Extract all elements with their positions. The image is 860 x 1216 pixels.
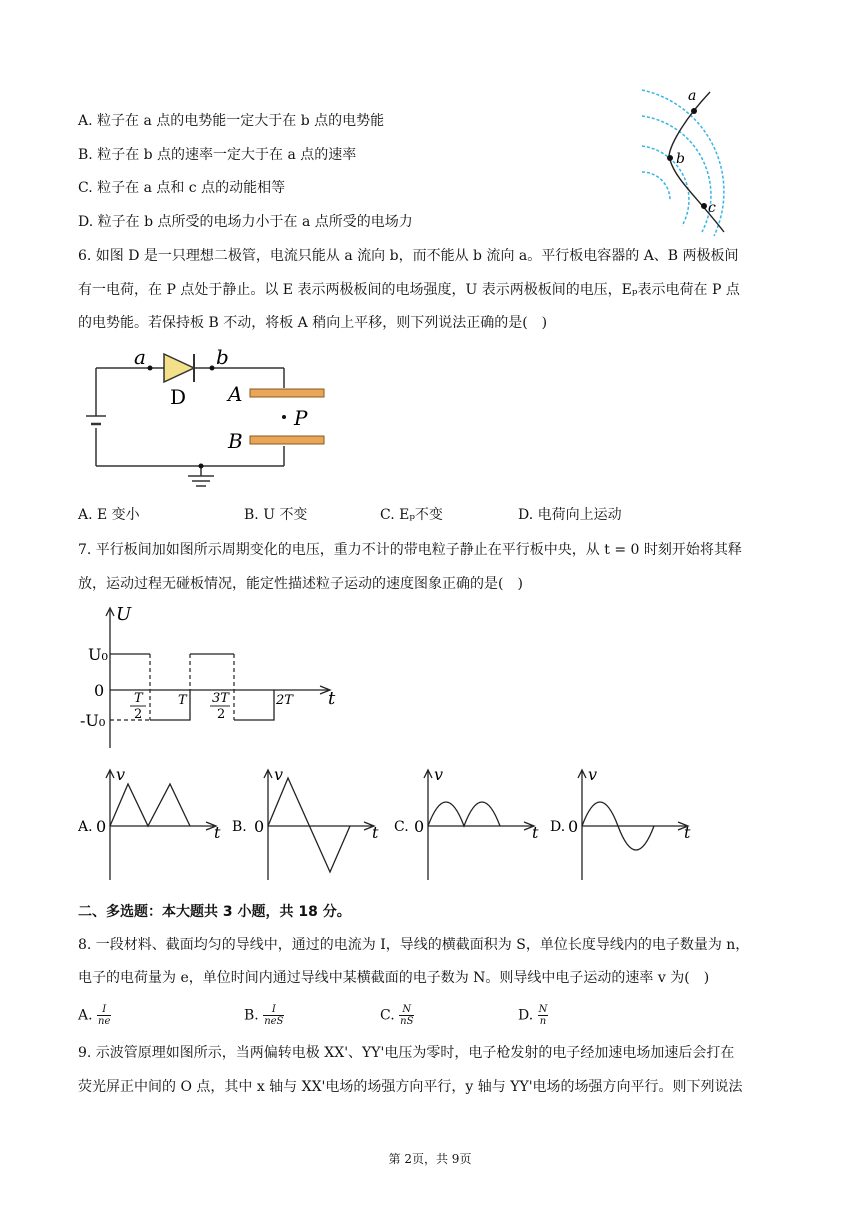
axis-u-label: U: [116, 604, 132, 625]
q6-option-a: A. E 变小: [78, 507, 140, 523]
q6-option-b: B. U 不变: [244, 507, 308, 523]
svg-text:v: v: [588, 765, 598, 784]
q8-line-2: 电子的电荷量为 e，单位时间内通过导线中某横截面的电子数为 N。则导线中电子运动的速率 v 为( ): [78, 970, 710, 986]
label-plate-b: B: [228, 429, 243, 453]
q6-line-2: 有一电荷，在 P 点处于静止。以 E 表示两极板间的电场强度，U 表示两极板间的电压，Eₚ表示电荷在 P 点: [78, 282, 740, 298]
label-a: a: [134, 345, 146, 369]
q7-option-a-graph: [78, 764, 228, 884]
zero-label: 0: [94, 681, 105, 700]
svg-text:v: v: [116, 765, 126, 784]
point-c: [701, 203, 707, 209]
svg-text:2: 2: [217, 707, 226, 722]
label-p: P: [294, 406, 308, 430]
svg-text:t: t: [372, 823, 379, 842]
q8-option-a: A. $\frac{I}{ne}$: [78, 1004, 111, 1027]
svg-text:B.: B.: [232, 819, 247, 835]
svg-text:v: v: [434, 765, 444, 784]
svg-text:0: 0: [254, 817, 265, 836]
plate-a: [250, 389, 324, 397]
u0-label: U₀: [88, 645, 108, 664]
label-b: b: [216, 345, 229, 369]
svg-text:0: 0: [96, 817, 107, 836]
svg-text:t: t: [532, 823, 539, 842]
svg-text:A.: A.: [78, 819, 93, 835]
point-a: [691, 108, 697, 114]
q7-option-b-graph: [232, 764, 382, 884]
q8-option-b: B. $\frac{I}{\text{neS}}$: [244, 1004, 284, 1027]
q9-line-1: 9. 示波管原理如图所示，当两偏转电极 XX'、YY'电压为零时，电子枪发射的电子经加速电场加速后会打在: [78, 1045, 735, 1061]
q8-option-d: D. $\frac{N}{n}$: [518, 1004, 548, 1027]
svg-text:t: t: [214, 823, 221, 842]
diode-icon: [164, 354, 194, 382]
label-plate-a: A: [228, 382, 243, 406]
label-diode: D: [170, 385, 187, 409]
svg-text:T: T: [178, 693, 187, 708]
plate-b: [250, 436, 324, 444]
svg-text:C.: C.: [394, 819, 409, 835]
label-b: b: [676, 151, 685, 167]
svg-text:v: v: [274, 765, 284, 784]
point-p: [282, 415, 286, 419]
q5-option-a: A. 粒子在 a 点的电势能一定大于在 b 点的电势能: [78, 113, 385, 129]
section-heading: 二、多选题：本大题共 3 小题，共 18 分。: [78, 904, 351, 920]
page-footer: 第 2页，共 9页: [388, 1152, 472, 1166]
neg-u0-label: -U₀: [80, 711, 106, 730]
q6-circuit-figure: [84, 342, 344, 498]
svg-text:0: 0: [414, 817, 425, 836]
q6-line-1: 6. 如图 D 是一只理想二极管，电流只能从 a 流向 b，而不能从 b 流向 a。平行板电容器的 A、B 两极板间: [78, 248, 739, 264]
svg-text:0: 0: [568, 817, 579, 836]
svg-text:t: t: [684, 823, 691, 842]
svg-text:2T: 2T: [276, 693, 293, 708]
q5-option-c: C. 粒子在 a 点和 c 点的动能相等: [78, 180, 286, 196]
label-a: a: [688, 88, 697, 104]
q5-option-d: D. 粒子在 b 点所受的电场力小于在 a 点所受的电场力: [78, 214, 413, 230]
svg-text:3T: 3T: [212, 691, 229, 706]
q5-field-figure: [630, 84, 730, 244]
q5-option-b: B. 粒子在 b 点的速率一定大于在 a 点的速率: [78, 147, 357, 163]
q9-line-2: 荧光屏正中间的 O 点，其中 x 轴与 XX'电场的场强方向平行，y 轴与 YY'电场的场强方向平行。则下列说法: [78, 1079, 743, 1095]
q8-line-1: 8. 一段材料、截面均匀的导线中，通过的电流为 I，导线的横截面积为 S，单位长度导线内的电子数量为 n，: [78, 937, 750, 953]
q7-option-c-graph: [394, 764, 544, 884]
svg-text:D.: D.: [550, 819, 566, 835]
label-c: c: [708, 200, 716, 216]
svg-text:2: 2: [134, 707, 143, 722]
svg-text:T: T: [134, 691, 143, 706]
q7-option-d-graph: [550, 764, 700, 884]
q7-line-1: 7. 平行板间加如图所示周期变化的电压，重力不计的带电粒子静止在平行板中央，从 t = 0 时刻开始将其释: [78, 542, 742, 558]
q6-option-c: C. Eₚ不变: [380, 507, 443, 523]
point-b: [667, 155, 673, 161]
q6-line-3: 的电势能。若保持板 B 不动，将板 A 稍向上平移，则下列说法正确的是( ): [78, 315, 548, 331]
q7-line-2: 放，运动过程无碰板情况，能定性描述粒子运动的速度图象正确的是( ): [78, 576, 523, 592]
q7-voltage-graph: [78, 602, 348, 752]
q8-option-c: C. $\frac{N}{nS}$: [380, 1004, 414, 1027]
q6-option-d: D. 电荷向上运动: [518, 507, 622, 523]
axis-t-label: t: [328, 688, 336, 709]
